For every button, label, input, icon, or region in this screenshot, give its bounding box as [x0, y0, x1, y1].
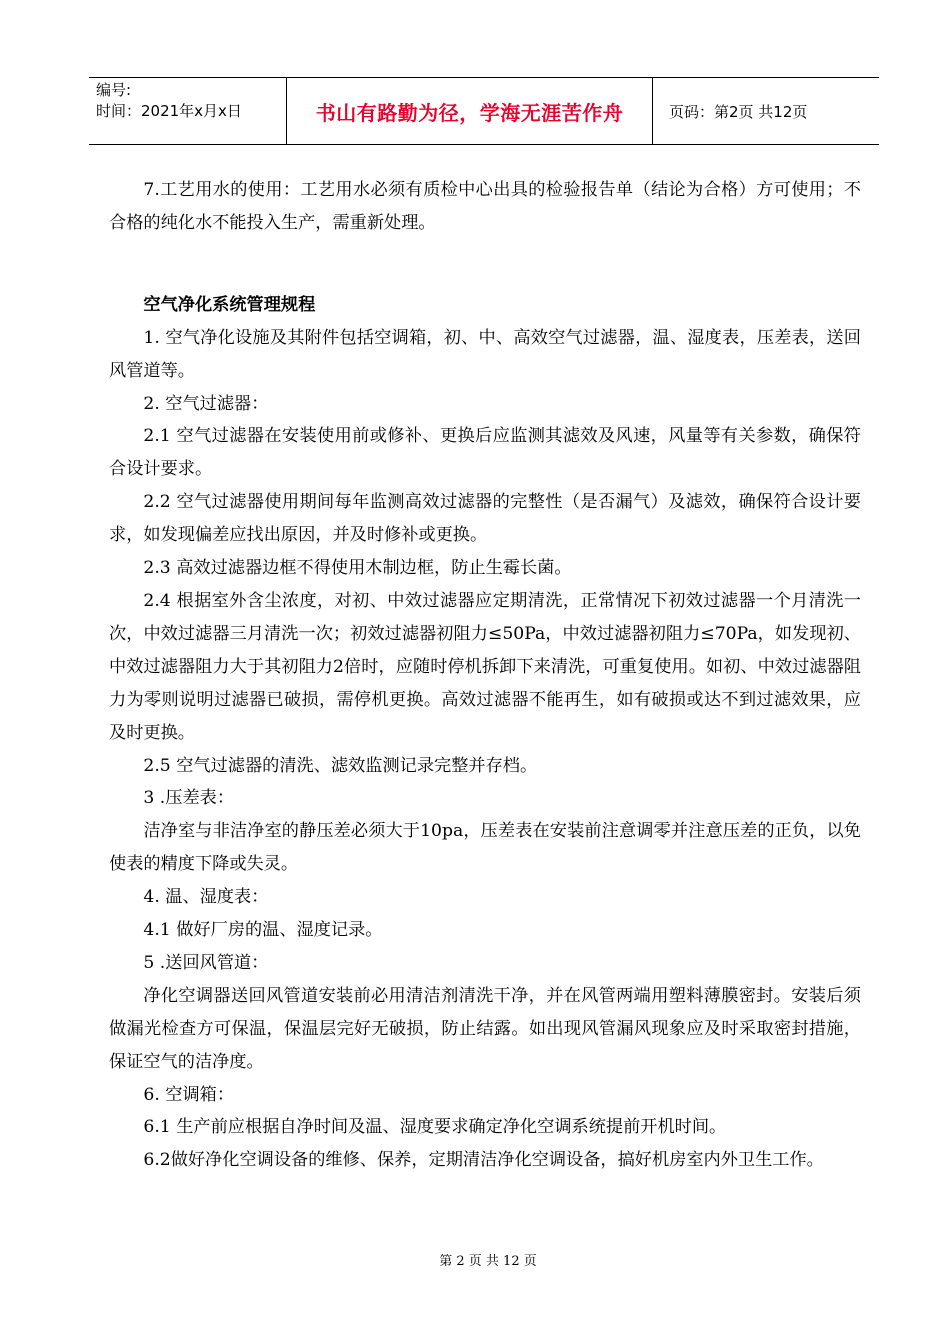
paragraph: 2. 空气过滤器： [143, 393, 269, 414]
paragraph: 2.2 空气过滤器使用期间每年监测高效过滤器的完整性（是否漏气）及滤效，确保符合设计要求，如发现偏差应找出原因，并及时修补或更换。 [109, 492, 861, 546]
paragraph: 7.工艺用水的使用：工艺用水必须有质检中心出具的检验报告单（结论为合格）方可使用；不合格的纯化水不能投入生产，需重新处理。 [109, 180, 861, 233]
header-motto: 书山有路勤为径，学海无涯苦作舟 [286, 78, 653, 144]
document-number-label: 编号: [96, 81, 132, 99]
document-time-label: 时间：2021年x月x日 [96, 102, 242, 120]
paragraph: 1. 空气净化设施及其附件包括空调箱，初、中、高效空气过滤器，温、湿度表，压差表，送回风管道等。 [109, 327, 861, 381]
paragraph: 6. 空调箱： [143, 1084, 235, 1105]
paragraph: 净化空调器送回风管道安装前必用清洁剂清洗干净，并在风管两端用塑料薄膜密封。安装后须做漏光检查方可保温，保温层完好无破损，防止结露。如出现风管漏风现象应及时采取密封措施，保证空气的洁净度。 [109, 985, 861, 1072]
header-meta [96, 80, 242, 122]
paragraph: 洁净室与非洁净室的静压差必须大于10pa，压差表在安装前注意调零并注意压差的正负，以免使表的精度下降或失灵。 [109, 821, 861, 875]
paragraph: 2.3 高效过滤器边框不得使用木制边框，防止生霉长菌。 [143, 558, 572, 579]
paragraph: 6.1 生产前应根据自净时间及温、湿度要求确定净化空调系统提前开机时间。 [143, 1117, 727, 1138]
page-header [89, 77, 879, 145]
document-body [109, 174, 861, 1177]
paragraph: 6.2做好净化空调设备的维修、保养，定期清洁净化空调设备，搞好机房室内外卫生工作。 [143, 1150, 824, 1171]
paragraph: 2.5 空气过滤器的清洗、滤效监测记录完整并存档。 [143, 755, 538, 776]
paragraph: 4.1 做好厂房的温、湿度记录。 [143, 920, 383, 941]
paragraph: 5 .送回风管道： [143, 952, 269, 973]
paragraph: 2.1 空气过滤器在安装使用前或修补、更换后应监测其滤效及风速，风量等有关参数，确保符合设计要求。 [109, 426, 861, 480]
paragraph: 2.4 根据室外含尘浓度，对初、中效过滤器应定期清洗，正常情况下初效过滤器一个月清洗一次，中效过滤器三月清洗一次；初效过滤器初阻力≤50Pa，中效过滤器初阻力≤70Pa，如发现初、中效过滤器阻力大于其初阻力2倍时，应随时停机拆卸下来清洗，可重复使用。如初、中效过滤器阻力为零则说明过滤器已破损，需停机更换。高效过滤器不能再生，如有破损或达不到过滤效果，应及时更换。 [109, 590, 861, 743]
section-title: 空气净化系统管理规程 [143, 294, 316, 315]
header-page-number: 页码：第2页 共12页 [669, 102, 808, 121]
paragraph: 3 .压差表： [143, 788, 235, 809]
page-footer: 第 2 页 共 12 页 [439, 1254, 537, 1269]
paragraph: 4. 温、湿度表： [143, 887, 269, 908]
